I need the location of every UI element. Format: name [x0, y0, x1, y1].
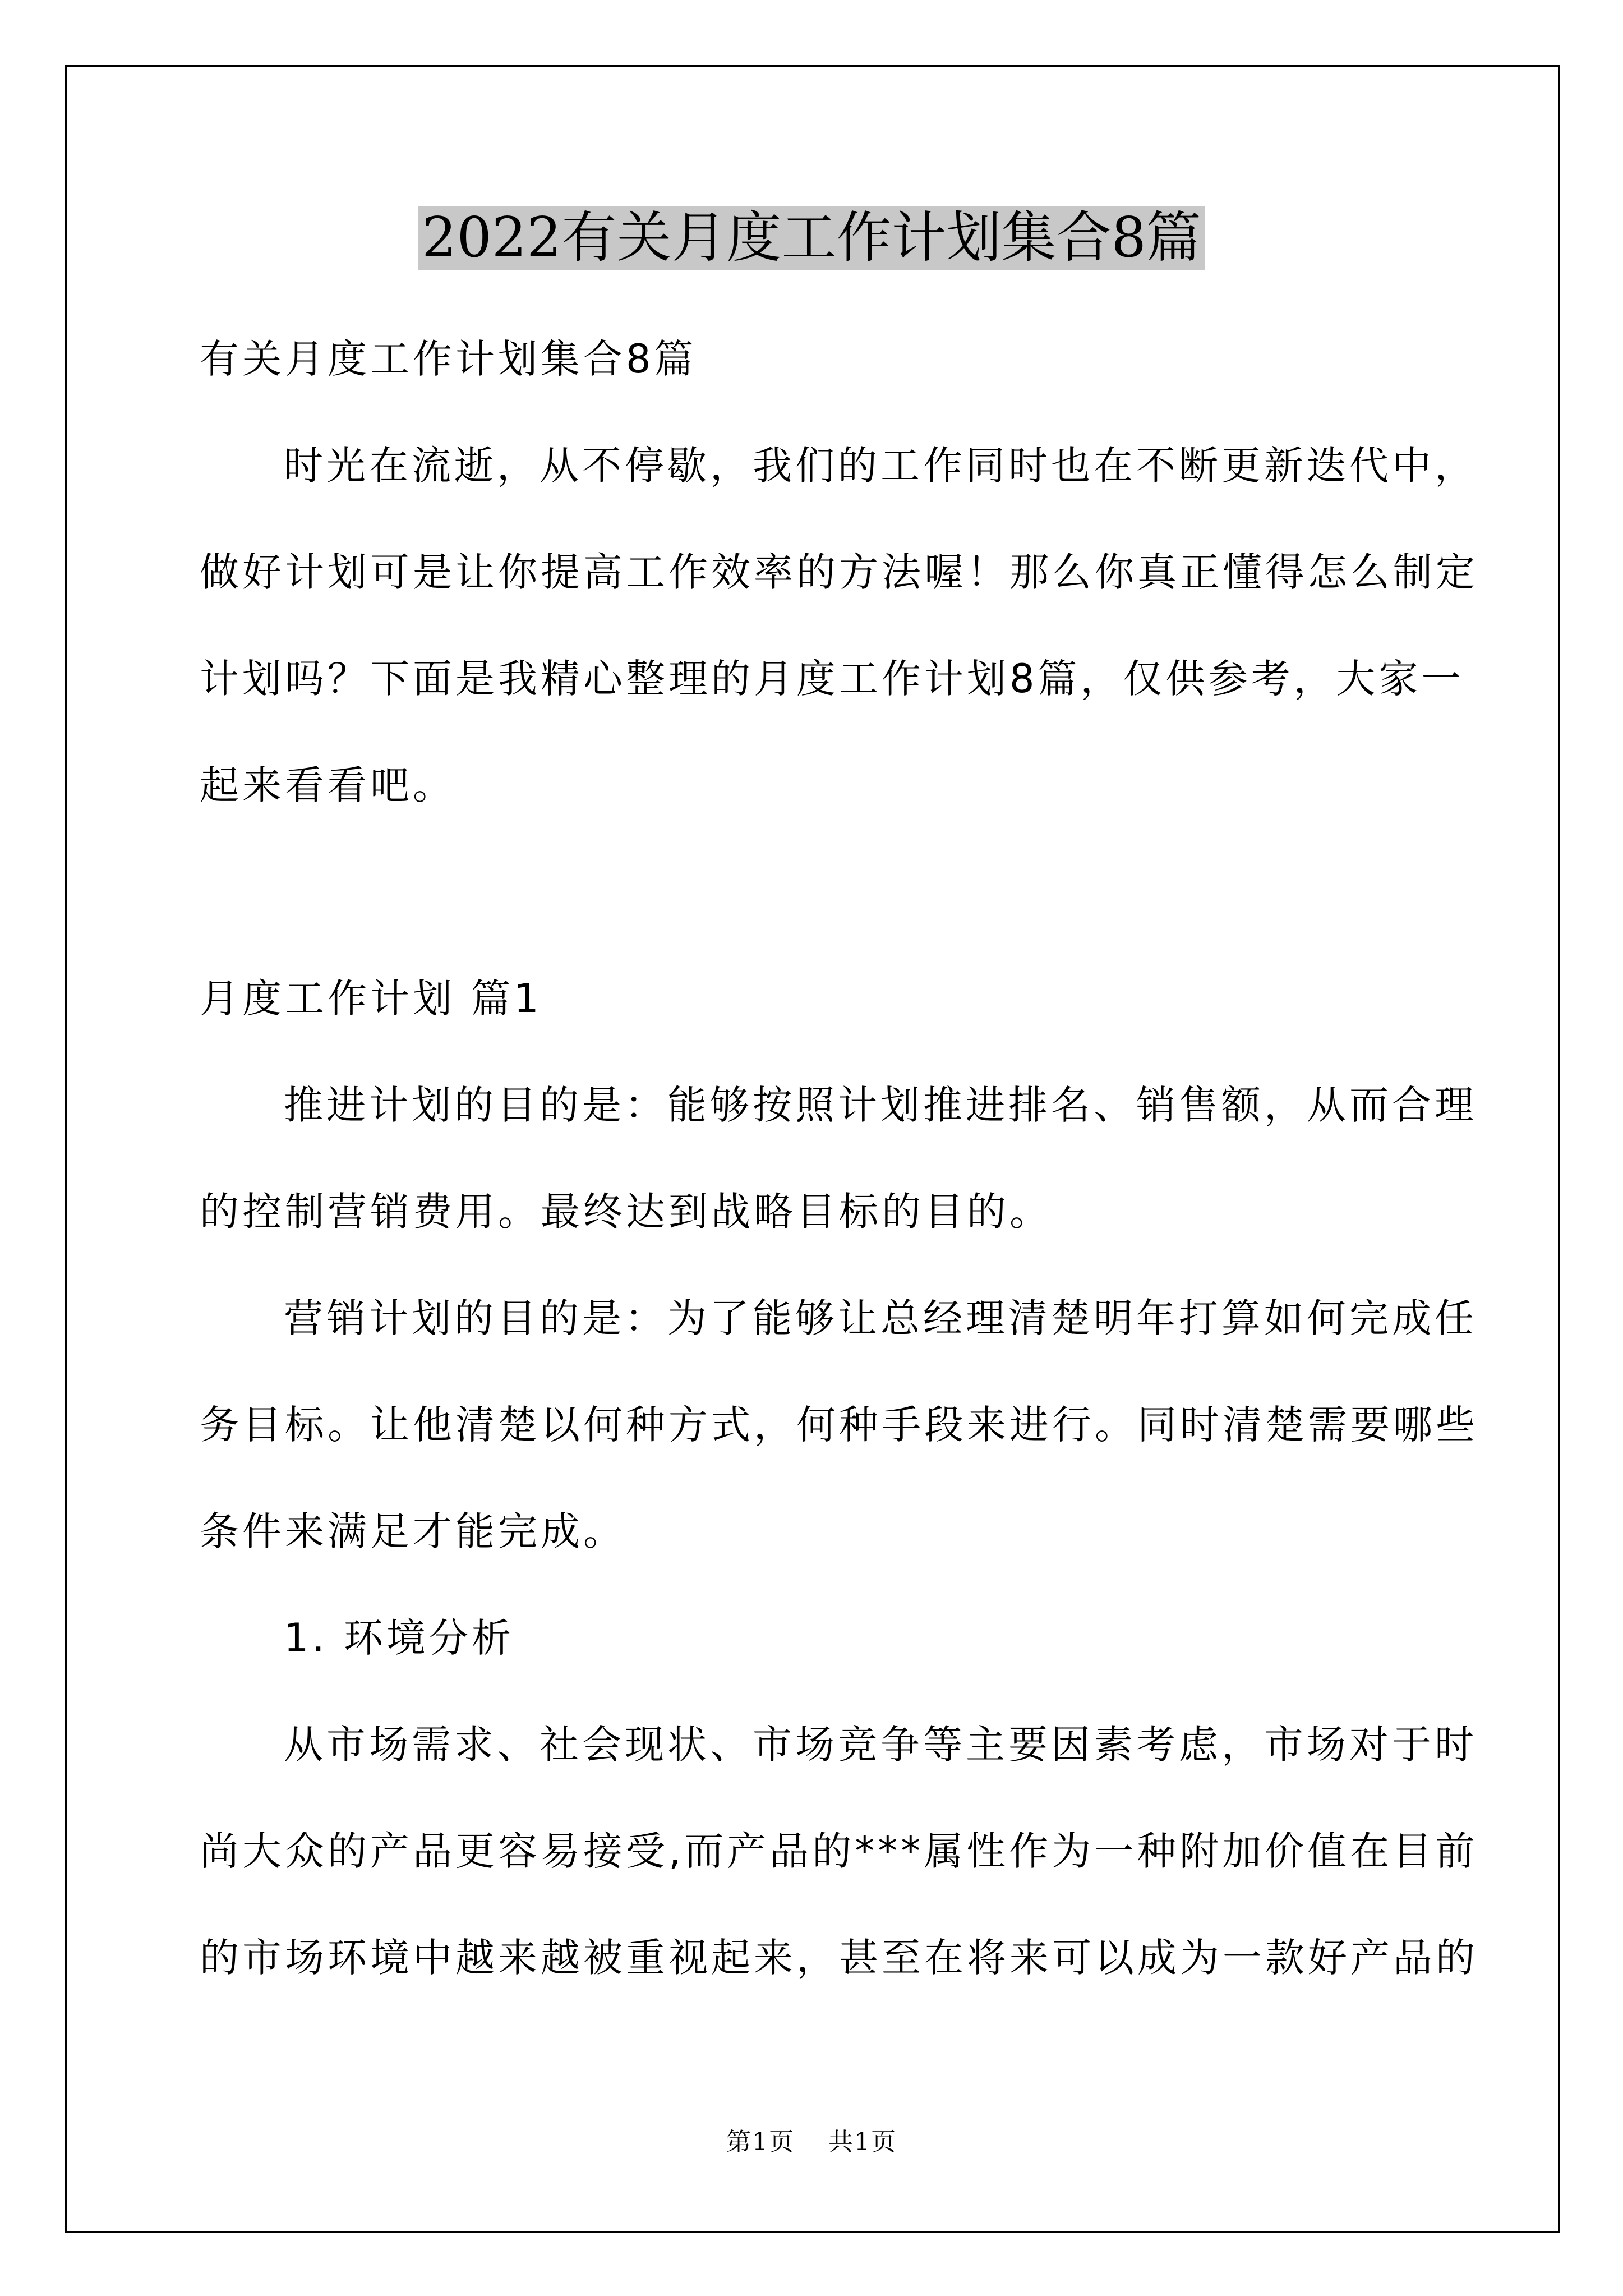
blank-line — [200, 839, 1433, 945]
text-line: 的控制营销费用。最终达到战略目标的目的。 — [200, 1189, 1052, 1235]
text-line: 推进计划的目的是：能够按照计划推进排名、销售额，从而合理 — [284, 1082, 1477, 1128]
subsection-heading: 1. 环境分析 — [284, 1615, 515, 1661]
text-line: 做好计划可是让你提高工作效率的方法喔！那么你真正懂得怎么制定 — [200, 549, 1478, 595]
section-heading: 月度工作计划 篇1 — [200, 976, 542, 1022]
page-footer — [0, 2122, 1623, 2157]
page-number: 第1页 — [726, 2128, 795, 2156]
text-line: 起来看看吧。 — [200, 762, 455, 808]
document-body — [200, 306, 1478, 2011]
text-line: 从市场需求、社会现状、市场竞争等主要因素考虑，市场对于时 — [284, 1722, 1477, 1768]
text-line: 尚大众的产品更容易接受,而产品的***属性作为一种附加价值在目前 — [200, 1828, 1478, 1874]
text-line: 有关月度工作计划集合8篇 — [200, 336, 697, 382]
page-total: 共1页 — [828, 2128, 897, 2156]
title-text: 2022有关月度工作计划集合8篇 — [418, 206, 1205, 270]
text-line: 时光在流逝，从不停歇，我们的工作同时也在不断更新迭代中， — [284, 443, 1477, 489]
text-line: 的市场环境中越来越被重视起来，甚至在将来可以成为一款好产品的 — [200, 1935, 1478, 1981]
text-line: 计划吗？下面是我精心整理的月度工作计划8篇，仅供参考，大家一 — [200, 656, 1464, 702]
text-line: 务目标。让他清楚以何种方式，何种手段来进行。同时清楚需要哪些 — [200, 1402, 1478, 1448]
text-line: 营销计划的目的是：为了能够让总经理清楚明年打算如何完成任 — [284, 1295, 1477, 1341]
document-title — [0, 202, 1623, 274]
text-line: 条件来满足才能完成。 — [200, 1508, 626, 1554]
